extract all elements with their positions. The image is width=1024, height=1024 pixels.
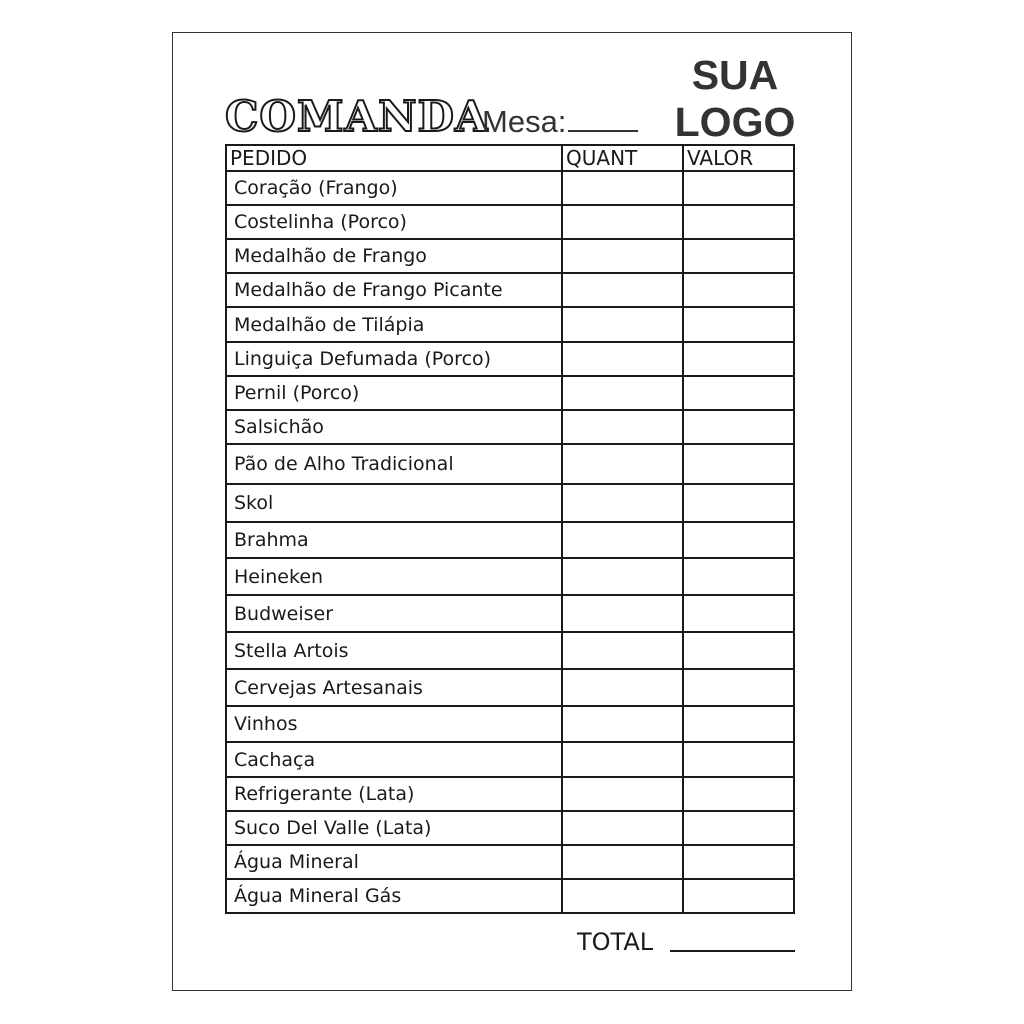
order-item-value-cell[interactable]	[683, 342, 794, 376]
order-item-name: Cervejas Artesanais	[226, 669, 562, 706]
table-row	[226, 811, 794, 845]
column-header-pedido: PEDIDO	[226, 145, 562, 171]
table-row	[226, 444, 794, 484]
column-header-quant: QUANT	[562, 145, 683, 171]
sheet-title: COMANDA	[225, 92, 489, 141]
mesa-label: Mesa:	[482, 104, 567, 139]
order-item-name: Suco Del Valle (Lata)	[226, 811, 562, 845]
order-item-quantity-cell[interactable]	[562, 273, 683, 307]
order-item-name: Pão de Alho Tradicional	[226, 444, 562, 484]
order-item-quantity-cell[interactable]	[562, 811, 683, 845]
order-item-value-cell[interactable]	[683, 811, 794, 845]
order-item-value-cell[interactable]	[683, 845, 794, 879]
order-item-name: Pernil (Porco)	[226, 376, 562, 410]
order-item-name: Coração (Frango)	[226, 171, 562, 205]
order-item-name: Stella Artois	[226, 632, 562, 669]
table-row	[226, 342, 794, 376]
order-item-quantity-cell[interactable]	[562, 522, 683, 558]
table-row	[226, 239, 794, 273]
order-item-name: Medalhão de Tilápia	[226, 307, 562, 342]
order-item-value-cell[interactable]	[683, 669, 794, 706]
table-row	[226, 669, 794, 706]
order-item-quantity-cell[interactable]	[562, 484, 683, 522]
table-row	[226, 558, 794, 595]
order-item-quantity-cell[interactable]	[562, 171, 683, 205]
order-item-quantity-cell[interactable]	[562, 669, 683, 706]
logo-placeholder	[664, 52, 806, 146]
order-item-quantity-cell[interactable]	[562, 307, 683, 342]
order-item-name: Cachaça	[226, 742, 562, 777]
mesa-blank-line[interactable]	[568, 130, 638, 132]
order-item-quantity-cell[interactable]	[562, 444, 683, 484]
order-item-value-cell[interactable]	[683, 595, 794, 632]
table-row	[226, 777, 794, 811]
order-item-value-cell[interactable]	[683, 742, 794, 777]
logo-line-1: SUA	[691, 52, 779, 98]
order-item-quantity-cell[interactable]	[562, 558, 683, 595]
table-row	[226, 410, 794, 444]
order-item-value-cell[interactable]	[683, 444, 794, 484]
order-item-value-cell[interactable]	[683, 558, 794, 595]
table-row	[226, 706, 794, 742]
order-item-value-cell[interactable]	[683, 484, 794, 522]
order-item-value-cell[interactable]	[683, 777, 794, 811]
order-item-name: Brahma	[226, 522, 562, 558]
order-item-name: Medalhão de Frango	[226, 239, 562, 273]
table-row	[226, 595, 794, 632]
table-row	[226, 522, 794, 558]
order-item-name: Refrigerante (Lata)	[226, 777, 562, 811]
order-item-name: Heineken	[226, 558, 562, 595]
total-label: TOTAL	[577, 928, 654, 956]
order-item-name: Linguiça Defumada (Porco)	[226, 342, 562, 376]
order-item-quantity-cell[interactable]	[562, 410, 683, 444]
order-item-quantity-cell[interactable]	[562, 632, 683, 669]
total-blank-line[interactable]	[670, 950, 795, 952]
order-item-name: Água Mineral Gás	[226, 879, 562, 913]
logo-line-2: LOGO	[674, 99, 796, 145]
order-item-name: Água Mineral	[226, 845, 562, 879]
order-item-name: Vinhos	[226, 706, 562, 742]
table-row	[226, 879, 794, 913]
order-rows	[226, 171, 794, 913]
order-item-quantity-cell[interactable]	[562, 879, 683, 913]
order-item-quantity-cell[interactable]	[562, 777, 683, 811]
order-item-value-cell[interactable]	[683, 239, 794, 273]
order-item-name: Medalhão de Frango Picante	[226, 273, 562, 307]
order-item-quantity-cell[interactable]	[562, 376, 683, 410]
table-row	[226, 845, 794, 879]
column-header-valor: VALOR	[683, 145, 794, 171]
table-row	[226, 376, 794, 410]
order-item-value-cell[interactable]	[683, 307, 794, 342]
order-item-value-cell[interactable]	[683, 632, 794, 669]
order-item-value-cell[interactable]	[683, 706, 794, 742]
order-item-quantity-cell[interactable]	[562, 205, 683, 239]
table-row	[226, 171, 794, 205]
order-item-value-cell[interactable]	[683, 376, 794, 410]
order-item-value-cell[interactable]	[683, 522, 794, 558]
order-item-name: Salsichão	[226, 410, 562, 444]
order-item-quantity-cell[interactable]	[562, 742, 683, 777]
order-item-quantity-cell[interactable]	[562, 706, 683, 742]
order-item-quantity-cell[interactable]	[562, 595, 683, 632]
order-item-quantity-cell[interactable]	[562, 342, 683, 376]
table-row	[226, 205, 794, 239]
order-item-value-cell[interactable]	[683, 879, 794, 913]
table-number-field[interactable]	[482, 106, 638, 137]
table-row	[226, 484, 794, 522]
order-item-name: Costelinha (Porco)	[226, 205, 562, 239]
order-table	[225, 144, 795, 914]
order-item-value-cell[interactable]	[683, 171, 794, 205]
table-row	[226, 307, 794, 342]
order-item-value-cell[interactable]	[683, 273, 794, 307]
table-row	[226, 742, 794, 777]
order-item-quantity-cell[interactable]	[562, 239, 683, 273]
table-row	[226, 273, 794, 307]
table-header-row	[226, 145, 794, 171]
order-item-value-cell[interactable]	[683, 410, 794, 444]
order-item-quantity-cell[interactable]	[562, 845, 683, 879]
order-item-name: Budweiser	[226, 595, 562, 632]
table-row	[226, 632, 794, 669]
order-item-value-cell[interactable]	[683, 205, 794, 239]
order-item-name: Skol	[226, 484, 562, 522]
